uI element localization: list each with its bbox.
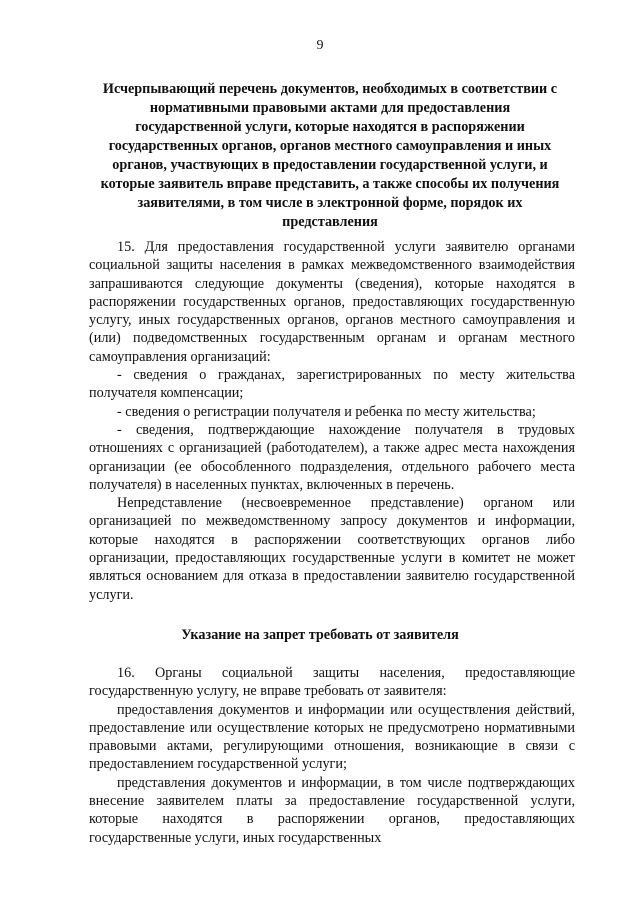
- section-heading-2: Указание на запрет требовать от заявителя: [181, 627, 459, 643]
- section-heading: Исчерпывающий перечень документов, необходимых в соответствии с нормативными правовыми актами для предоставления государственной услуги, которые находятся в распоряжении государственных органов, органов местного самоуправления и иных органов, участвующих в предоставлении государственной услуги, и которые заявитель вправе представить, а также способы их получения заявителями, в том числе в электронной форме, порядок их представления: [100, 81, 560, 230]
- list-item: - сведения о гражданах, зарегистрированных по месту жительства получателя компенсации;: [89, 367, 575, 402]
- page-number: 9: [316, 38, 324, 53]
- list-item: - сведения, подтверждающие нахождение получателя в трудовых отношениях с организацией (работодателем), а также адрес места нахождения организации (ее обособленного подразделения, отдельного рабочего места получателя) в населенных пунктах, включенных в перечень.: [89, 421, 575, 493]
- paragraph-16-intro: 16. Органы социальной защиты населения, предоставляющие государственную услугу, не вправе требовать от заявителя:: [89, 665, 575, 700]
- paragraph-15-intro: 15. Для предоставления государственной услуги заявителю органами социальной защиты населения в рамках межведомственного взаимодействия запрашиваются следующие документы (сведения), которые находятся в распоряжении государственных органов, предоставляющих государственную услугу, иных государственных органов, органов местного самоуправления и (или) подведомственных государственным органам и органам местного самоуправления организаций:: [89, 239, 575, 365]
- paragraph-15-note: Непредставление (несвоевременное представление) органом или организацией по межведомственному запросу документов и информации, которые находятся в распоряжении соответствующих органов либо организации, предоставляющих государственные услуги в комитет не может являться основанием для отказа в предоставлении заявителю государственной услуги.: [89, 495, 575, 603]
- list-item: предоставления документов и информации или осуществления действий, предоставление или осуществление которых не предусмотрено нормативными правовыми актами, регулирующими отношения, возникающие в связи с предоставлением государственной услуги;: [89, 701, 575, 773]
- section-16: [89, 664, 575, 847]
- section-15: [89, 238, 575, 604]
- list-item: - сведения о регистрации получателя и ребенка по месту жительства;: [117, 403, 536, 420]
- list-item: представления документов и информации, в том числе подтверждающих внесение заявителем платы за предоставление государственной услуги, которые находятся в распоряжении органов, предоставляющих государственные услуги, иных государственных: [89, 774, 575, 846]
